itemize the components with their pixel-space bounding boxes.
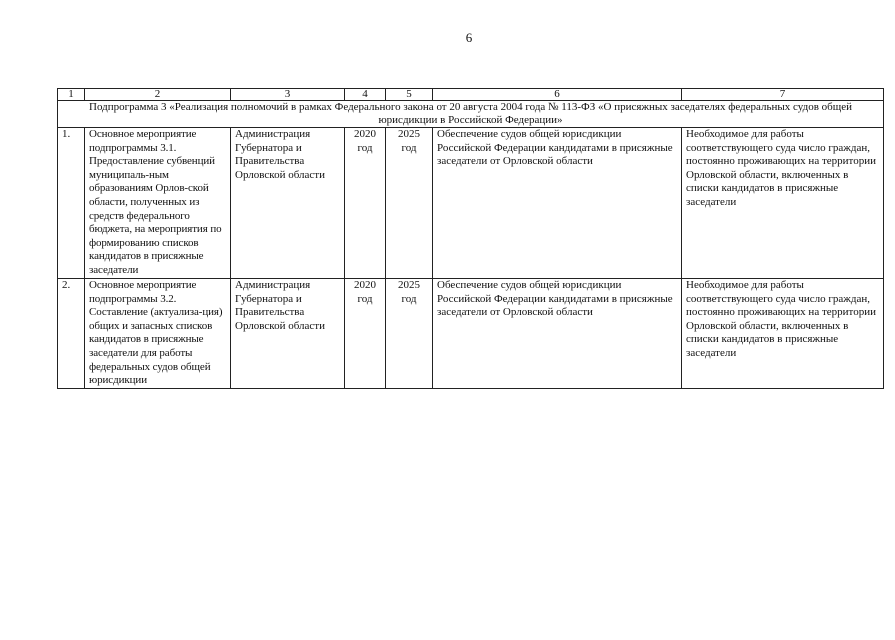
subprogram-row <box>58 101 884 128</box>
result-cell: Обеспечение судов общей юрисдикции Российской Федерации кандидатами в присяжные заседатели от Орловской области <box>433 279 682 389</box>
end-year-cell: 2025 год <box>386 279 433 389</box>
column-number: 4 <box>345 89 386 101</box>
page-number: 6 <box>465 30 473 45</box>
indicator-cell: Необходимое для работы соответствующего суда число граждан, постоянно проживающих на территории Орловской области, включенных в списки кандидатов в присяжные заседатели <box>682 128 884 279</box>
measures-table <box>57 88 884 389</box>
result-cell: Обеспечение судов общей юрисдикции Российской Федерации кандидатами в присяжные заседатели от Орловской области <box>433 128 682 279</box>
measure-cell: Основное мероприятие подпрограммы 3.2. Составление (актуализа-ция) общих и запасных списков кандидатов в присяжные заседатели для работы федеральных судов общей юрисдикции <box>85 279 231 389</box>
column-number: 3 <box>231 89 345 101</box>
column-number: 2 <box>85 89 231 101</box>
column-number: 5 <box>386 89 433 101</box>
end-year-cell: 2025 год <box>386 128 433 279</box>
column-number: 1 <box>58 89 85 101</box>
column-number: 6 <box>433 89 682 101</box>
executor-cell: Администрация Губернатора и Правительства Орловской области <box>231 279 345 389</box>
start-year-cell: 2020 год <box>345 279 386 389</box>
measure-cell: Основное мероприятие подпрограммы 3.1. Предоставление субвенций муниципаль-ным образованиям Орлов-ской области, полученных из средств федерального бюджета, на мероприятия по формированию списков кандидатов в присяжные заседатели <box>85 128 231 279</box>
column-number: 7 <box>682 89 884 101</box>
start-year-cell: 2020 год <box>345 128 386 279</box>
table-row <box>58 128 884 279</box>
subprogram-title: Подпрограмма 3 «Реализация полномочий в рамках Федерального закона от 20 августа 2004 года № 113-ФЗ «О присяжных заседателях федеральных судов общей юрисдикции в Российской Федерации» <box>58 101 884 128</box>
row-number: 2. <box>58 279 85 389</box>
table-row <box>58 279 884 389</box>
column-number-row <box>58 89 884 101</box>
indicator-cell: Необходимое для работы соответствующего суда число граждан, постоянно проживающих на территории Орловской области, включенных в списки кандидатов в присяжные заседатели <box>682 279 884 389</box>
row-number: 1. <box>58 128 85 279</box>
executor-cell: Администрация Губернатора и Правительства Орловской области <box>231 128 345 279</box>
